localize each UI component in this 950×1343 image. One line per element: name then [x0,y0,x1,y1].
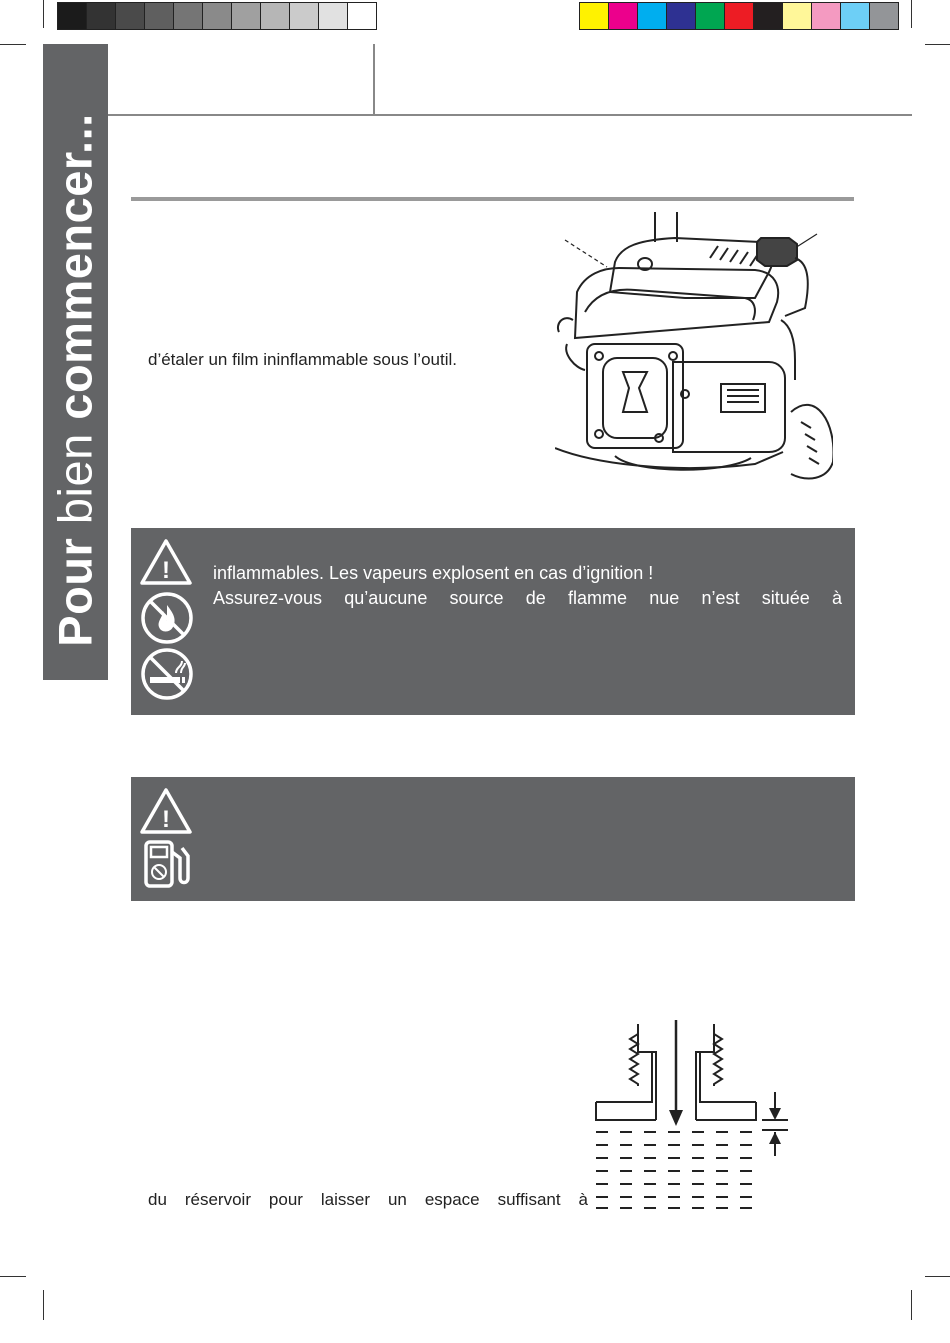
color-swatch [724,2,754,30]
crop-mark-bottom-right-h [925,1276,950,1277]
no-smoking-icon [140,647,194,701]
header-vertical-divider [373,44,375,114]
gray-swatch [202,2,232,30]
paragraph-1-line: d’étaler un film ininflammable sous l’outil. [148,350,457,369]
crop-mark-top-right-v [911,0,912,28]
warning-1-line-2: Assurez-vous qu’aucune source de flamme nue n’est située à [213,588,842,608]
crop-mark-top-left-h [0,44,26,45]
warning-panel-fuel [131,777,855,901]
side-title-bold-1: Pour [48,537,102,647]
gray-swatch [260,2,290,30]
gray-swatch [173,2,203,30]
warning-panel-fire [131,528,855,715]
engine-illustration [555,212,833,482]
warning-triangle-icon [139,787,193,835]
color-swatch [666,2,696,30]
no-open-flame-icon [140,591,194,645]
gray-swatch [318,2,348,30]
gray-swatch [231,2,261,30]
color-swatch [608,2,638,30]
color-swatch [637,2,667,30]
crop-mark-bottom-left-v [43,1290,44,1320]
fuel-fill-level-diagram [592,1018,797,1213]
color-swatch [811,2,841,30]
color-swatch [579,2,609,30]
gray-swatch [144,2,174,30]
section-rule [131,197,854,201]
crop-mark-bottom-left-h [0,1276,26,1277]
svg-text:!: ! [162,557,170,584]
color-swatch [869,2,899,30]
side-title-bold-2: commencer... [48,113,102,420]
gray-swatch [347,2,377,30]
svg-text:!: ! [162,806,170,833]
gray-swatch [57,2,87,30]
crop-mark-top-right-h [925,44,950,45]
gray-swatch [289,2,319,30]
gray-swatch [86,2,116,30]
header-horizontal-rule [108,114,912,116]
section-side-title [48,113,103,646]
crop-mark-bottom-right-v [911,1290,912,1320]
color-swatch [753,2,783,30]
crop-mark-top-left-v [43,0,44,28]
color-swatch [695,2,725,30]
warning-triangle-icon [139,538,193,586]
warning-1-line-1: inflammables. Les vapeurs explosent en cas d’ignition ! [213,563,654,583]
paragraph-2-line: du réservoir pour laisser un espace suffisant à [148,1190,588,1209]
gray-swatch [115,2,145,30]
side-title-light: bien [48,419,102,538]
color-swatch [840,2,870,30]
color-swatch [782,2,812,30]
fuel-pump-icon [142,838,192,890]
